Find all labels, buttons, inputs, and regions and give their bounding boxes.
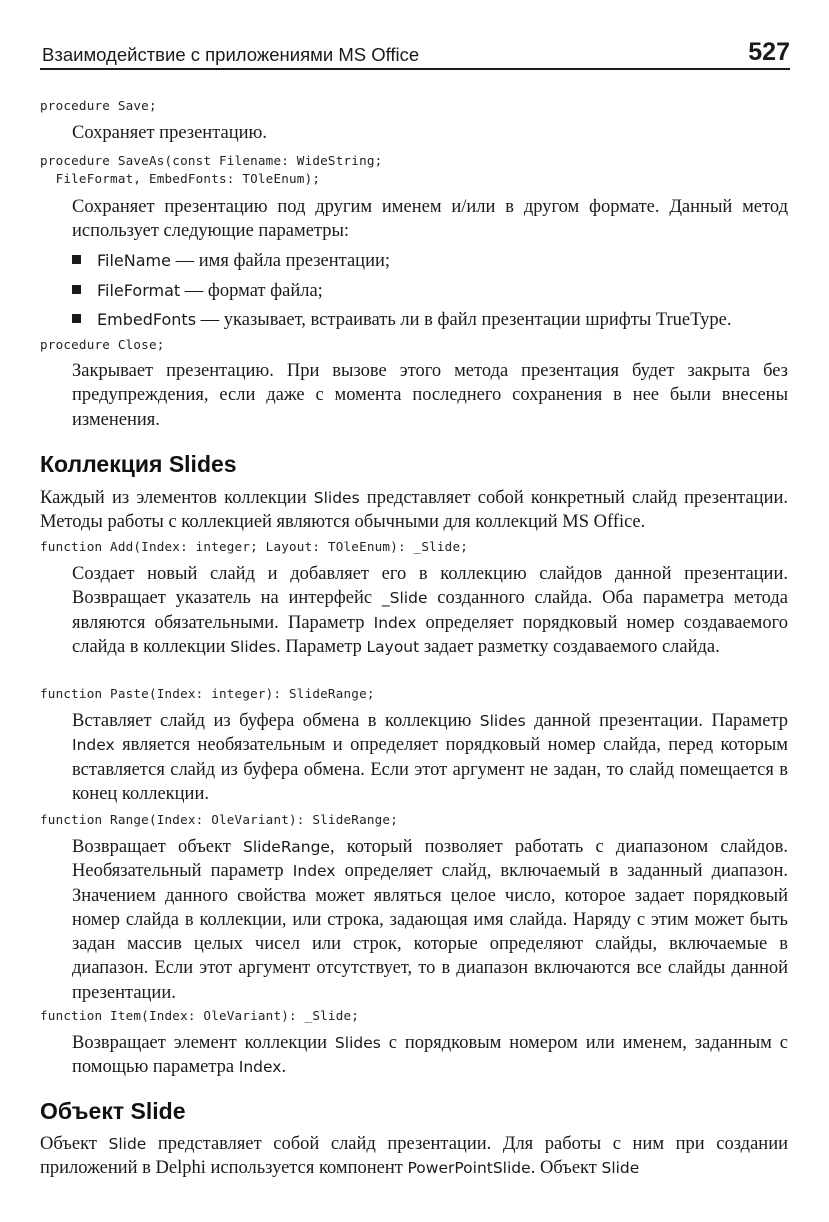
text-run: задает разметку создаваемого слайда.: [419, 636, 720, 657]
term: PowerPointSlide: [407, 1159, 531, 1178]
term: Slides: [479, 712, 526, 730]
code-close: procedure Close;: [40, 337, 165, 352]
param-description: — указывает, встраивать ли в файл презентации шрифты TrueType.: [196, 310, 732, 330]
code-saveas-line2: FileFormat, EmbedFonts: TOleEnum);: [40, 171, 321, 186]
text-run: , который позволяет работать с диапазоном слайдов. Необязательный параметр: [72, 837, 789, 882]
text-run: представляет собой слайд презентации. Для работы с ним при создании приложений в Delphi используется компонент: [40, 1134, 788, 1179]
param-description: — имя файла презентации;: [170, 251, 391, 271]
term: SlideRange: [243, 838, 330, 856]
description-add: [72, 562, 788, 659]
list-item: [72, 308, 788, 332]
term: Slides: [313, 489, 360, 507]
list-item: [72, 279, 788, 303]
description-save: Сохраняет презентацию.: [72, 123, 267, 143]
intro-slide: [40, 1132, 788, 1181]
text-run: определяет слайд, включаемый в заданный диапазон. Значением данного свойства может являться целое число, которое задает порядковый номер слайда в коллекции, или строка, задающая имя слайда. Наряду с этим может быть задан массив целых чисел или строк, которые определяют слайды, включаемые в диапазон. Если этот аргумент отсутствует, то в диапазон включаются все слайды данной презентации.: [72, 861, 788, 1003]
intro-slides: [40, 486, 788, 535]
description-range: [72, 835, 788, 1005]
code-item: function Item(Index: OleVariant): _Slide;: [40, 1008, 360, 1023]
description-item: [72, 1031, 788, 1080]
text-run: .: [281, 1057, 287, 1078]
param-name: FileFormat: [97, 281, 181, 300]
term: Index: [238, 1058, 282, 1077]
text-run: данной презентации. Параметр: [525, 711, 788, 731]
text-run: является необязательным и определяет порядковый номер слайда, перед которым вставляется слайд из буфера обмена. Если этот аргумент не задан, то слайд помещается в конец коллекции.: [72, 735, 788, 804]
code-paste: function Paste(Index: integer): SlideRange;: [40, 686, 375, 701]
term: Index: [373, 613, 417, 632]
text-run: Каждый из элементов коллекции: [40, 488, 314, 508]
term: Index: [292, 862, 336, 881]
text-run: определяет порядковый номер создаваемого слайда в коллекции: [72, 612, 788, 657]
param-name: EmbedFonts: [97, 310, 197, 329]
page-header: [40, 38, 790, 70]
text-run: с порядковым номером или именем, заданным с помощью параметра: [72, 1033, 788, 1078]
page-number: 527: [748, 38, 790, 66]
description-paste: [72, 709, 788, 806]
term: Slides: [230, 637, 277, 656]
term: Slide: [108, 1135, 147, 1153]
code-save: procedure Save;: [40, 98, 157, 113]
text-run: . Объект: [530, 1158, 602, 1179]
param-description: — формат файла;: [180, 281, 323, 301]
text-run: представляет собой конкретный слайд презентации. Методы работы с коллекцией являются обычными для коллекций MS Office.: [40, 488, 788, 533]
bullet-marker: [72, 285, 81, 294]
text-run: Возвращает объект: [72, 837, 243, 857]
term: Slides: [334, 1034, 381, 1052]
list-item: [72, 249, 788, 273]
bullet-marker: [72, 255, 81, 264]
text-run: Создает новый слайд и добавляет его в коллекцию слайдов данной презентации. Возвращает указатель на интерфейс: [72, 564, 788, 609]
code-saveas-line1: procedure SaveAs(const Filename: WideString;: [40, 153, 383, 168]
section-heading-slide: Объект Slide: [40, 1098, 186, 1124]
term: Slide: [601, 1159, 640, 1178]
code-add: function Add(Index: integer; Layout: TOleEnum): _Slide;: [40, 539, 469, 554]
text-run: Объект: [40, 1134, 109, 1154]
code-range: function Range(Index: OleVariant): SlideRange;: [40, 812, 398, 827]
description-saveas: Сохраняет презентацию под другим именем и/или в другом формате. Данный метод использует следующие параметры:: [72, 197, 788, 242]
description-close: Закрывает презентацию. При вызове этого метода презентация будет закрыта без предупреждения, если даже с момента последнего сохранения в нее были внесены изменения.: [72, 361, 788, 430]
running-title: Взаимодействие с приложениями MS Office: [42, 44, 420, 65]
term: _Slide: [381, 589, 428, 608]
text-run: созданного слайда. Оба параметра метода являются обязательными. Параметр: [72, 588, 789, 633]
term: Index: [72, 736, 115, 755]
bullet-marker: [72, 314, 81, 323]
text-run: Возвращает элемент коллекции: [72, 1033, 335, 1053]
section-heading-slides: Коллекция Slides: [40, 451, 237, 477]
text-run: . Параметр: [276, 636, 367, 657]
term: Layout: [366, 637, 420, 656]
param-name: FileName: [97, 251, 171, 270]
text-run: Вставляет слайд из буфера обмена в коллекцию: [72, 711, 480, 731]
